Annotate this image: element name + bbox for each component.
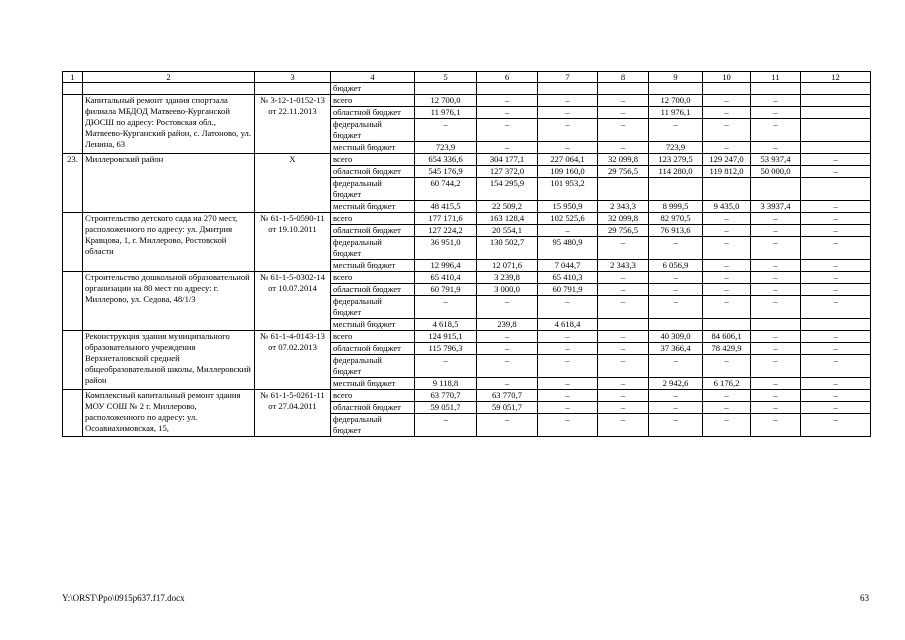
value-cell: – [477, 119, 538, 142]
column-header: 3 [255, 72, 331, 83]
value-cell: – [703, 237, 751, 260]
funding-source: федеральный бюджет [331, 414, 415, 437]
column-header: 6 [477, 72, 538, 83]
value-cell: – [703, 272, 751, 284]
value-cell: – [703, 142, 751, 154]
value-cell: – [751, 272, 801, 284]
table-body [63, 72, 871, 437]
file-path: Y:\ORST\Ppo\0915p637.f17.docx [62, 593, 185, 603]
value-cell: 123 279,5 [649, 154, 703, 166]
value-cell: 2 343,3 [598, 260, 649, 272]
registration: Х [255, 154, 331, 213]
value-cell: 12 700,0 [415, 95, 477, 107]
value-cell: – [538, 331, 598, 343]
value-cell: – [538, 296, 598, 319]
value-cell: – [801, 343, 871, 355]
value-cell: 60 791,9 [538, 284, 598, 296]
value-cell: – [801, 414, 871, 437]
header-row [63, 72, 871, 83]
row-number [63, 213, 83, 272]
funding-source: всего [331, 95, 415, 107]
value-cell: – [598, 142, 649, 154]
value-cell: 50 000,0 [751, 166, 801, 178]
funding-source: всего [331, 272, 415, 284]
value-cell: 227 064,1 [538, 154, 598, 166]
value-cell: – [751, 355, 801, 378]
value-cell [598, 178, 649, 201]
value-cell: 177 171,6 [415, 213, 477, 225]
funding-source: всего [331, 154, 415, 166]
funding-source: местный бюджет [331, 201, 415, 213]
value-cell: – [703, 402, 751, 414]
value-cell: 48 415,5 [415, 201, 477, 213]
table-row [63, 95, 871, 107]
value-cell: 15 950,9 [538, 201, 598, 213]
value-cell: 12 700,0 [649, 95, 703, 107]
value-cell: – [598, 414, 649, 437]
value-cell: 239,8 [477, 319, 538, 331]
value-cell: – [801, 272, 871, 284]
value-cell: 11 976,1 [649, 107, 703, 119]
table-row [63, 272, 871, 284]
value-cell: – [598, 119, 649, 142]
registration: № 61-1-5-0261-11 от 27.04.2011 [255, 390, 331, 437]
value-cell: 63 770,7 [415, 390, 477, 402]
funding-source: бюджет [331, 83, 415, 95]
value-cell: – [415, 119, 477, 142]
value-cell: 76 913,6 [649, 225, 703, 237]
value-cell: 654 336,6 [415, 154, 477, 166]
funding-source: местный бюджет [331, 378, 415, 390]
value-cell: – [598, 355, 649, 378]
row-number [63, 83, 83, 95]
value-cell: – [801, 260, 871, 272]
value-cell: – [598, 107, 649, 119]
value-cell: – [801, 378, 871, 390]
value-cell: – [751, 284, 801, 296]
value-cell: – [751, 95, 801, 107]
value-cell: 60 744,2 [415, 178, 477, 201]
value-cell: 22 509,2 [477, 201, 538, 213]
value-cell: – [598, 237, 649, 260]
value-cell: – [415, 296, 477, 319]
page-number: 63 [860, 593, 869, 603]
value-cell: 114 280,0 [649, 166, 703, 178]
table-row [63, 213, 871, 225]
value-cell: 29 756,5 [598, 166, 649, 178]
value-cell: – [477, 343, 538, 355]
value-cell [598, 319, 649, 331]
object-name: Реконструкция здания муниципального образовательного учреждения Верхнеталовской средней общеобразовательной школы, Миллеровский район [83, 331, 255, 390]
value-cell: – [751, 402, 801, 414]
registration: № 3-12-1-0152-13 от 22.11.2013 [255, 95, 331, 154]
value-cell: 723,9 [649, 142, 703, 154]
funding-source: федеральный бюджет [331, 178, 415, 201]
value-cell: 20 554,1 [477, 225, 538, 237]
value-cell: 115 796,3 [415, 343, 477, 355]
budget-table [62, 71, 871, 437]
value-cell: – [477, 355, 538, 378]
value-cell [801, 107, 871, 119]
value-cell: – [801, 284, 871, 296]
value-cell: 36 951,0 [415, 237, 477, 260]
value-cell: – [801, 390, 871, 402]
row-number: 23. [63, 154, 83, 213]
value-cell: – [703, 284, 751, 296]
value-cell: – [538, 414, 598, 437]
value-cell: – [598, 402, 649, 414]
value-cell: 2 343,3 [598, 201, 649, 213]
value-cell: – [801, 201, 871, 213]
value-cell: – [703, 119, 751, 142]
funding-source: областной бюджет [331, 343, 415, 355]
value-cell: – [538, 95, 598, 107]
value-cell: 124 915,1 [415, 331, 477, 343]
object-name: Комплексный капитальный ремонт здания МОУ СОШ № 2 г. Миллерово, расположенного по адресу: ул. Осоавиахимовская, 15, [83, 390, 255, 437]
value-cell: – [649, 272, 703, 284]
funding-source: всего [331, 390, 415, 402]
value-cell: – [598, 378, 649, 390]
registration [255, 83, 331, 95]
value-cell: 53 937,4 [751, 154, 801, 166]
value-cell: 102 525,6 [538, 213, 598, 225]
value-cell: 65 410,3 [538, 272, 598, 284]
value-cell: 12 996,4 [415, 260, 477, 272]
value-cell: 9 435,0 [703, 201, 751, 213]
value-cell: – [538, 225, 598, 237]
value-cell: 2 942,6 [649, 378, 703, 390]
column-header: 9 [649, 72, 703, 83]
value-cell [703, 178, 751, 201]
value-cell: – [415, 414, 477, 437]
row-number [63, 331, 83, 390]
value-cell: 59 051,7 [477, 402, 538, 414]
value-cell: 8 999,5 [649, 201, 703, 213]
value-cell [751, 83, 801, 95]
value-cell: – [649, 119, 703, 142]
funding-source: местный бюджет [331, 142, 415, 154]
funding-source: местный бюджет [331, 319, 415, 331]
value-cell: – [538, 355, 598, 378]
value-cell: – [649, 237, 703, 260]
column-header: 1 [63, 72, 83, 83]
object-name: Строительство детского сада на 270 мест, расположенного по адресу: ул. Дмитрия Кравцова, 1, г. Миллерово, Ростовской области [83, 213, 255, 272]
table-row [63, 154, 871, 166]
value-cell: – [538, 378, 598, 390]
value-cell: – [649, 284, 703, 296]
value-cell: – [598, 95, 649, 107]
object-name: Капитальный ремонт здания спортзала филиала МБДОД Матвеево-Курганской ДЮСШ по адресу: Ростовская обл., Матвеево-Курганский район, с. Латоново, ул. Ленина, 63 [83, 95, 255, 154]
value-cell: 6 056,9 [649, 260, 703, 272]
value-cell: – [801, 296, 871, 319]
value-cell: 63 770,7 [477, 390, 538, 402]
value-cell: – [477, 107, 538, 119]
value-cell: – [649, 296, 703, 319]
value-cell: 32 099,8 [598, 154, 649, 166]
value-cell: – [538, 343, 598, 355]
value-cell: – [703, 213, 751, 225]
funding-source: местный бюджет [331, 260, 415, 272]
funding-source: федеральный бюджет [331, 237, 415, 260]
funding-source: всего [331, 331, 415, 343]
value-cell: – [598, 343, 649, 355]
funding-source: федеральный бюджет [331, 296, 415, 319]
value-cell: – [477, 142, 538, 154]
value-cell: – [751, 296, 801, 319]
value-cell: – [415, 355, 477, 378]
value-cell: 154 295,9 [477, 178, 538, 201]
value-cell: – [598, 272, 649, 284]
registration: № 61-1-5-0590-11 от 19.10.2011 [255, 213, 331, 272]
value-cell: 4 618,5 [415, 319, 477, 331]
value-cell: 4 618,4 [538, 319, 598, 331]
value-cell: 84 606,1 [703, 331, 751, 343]
value-cell: 6 176,2 [703, 378, 751, 390]
funding-source: федеральный бюджет [331, 119, 415, 142]
value-cell: 119 812,0 [703, 166, 751, 178]
value-cell: 723,9 [415, 142, 477, 154]
value-cell: 78 429,9 [703, 343, 751, 355]
table-row [63, 83, 871, 95]
value-cell: – [598, 331, 649, 343]
value-cell: – [801, 237, 871, 260]
value-cell [598, 83, 649, 95]
registration: № 61-1-4-0143-13 от 07.02.2013 [255, 331, 331, 390]
value-cell: – [751, 225, 801, 237]
value-cell: 545 176,9 [415, 166, 477, 178]
row-number [63, 272, 83, 331]
value-cell: 7 044,7 [538, 260, 598, 272]
object-name [83, 83, 255, 95]
column-header: 2 [83, 72, 255, 83]
value-cell: 109 160,0 [538, 166, 598, 178]
value-cell [801, 119, 871, 142]
value-cell: – [751, 343, 801, 355]
value-cell: – [703, 296, 751, 319]
column-header: 4 [331, 72, 415, 83]
value-cell: – [751, 142, 801, 154]
object-name: Миллеровский район [83, 154, 255, 213]
value-cell: – [649, 390, 703, 402]
value-cell: – [598, 296, 649, 319]
value-cell: 11 976,1 [415, 107, 477, 119]
value-cell: 37 366,4 [649, 343, 703, 355]
value-cell: – [598, 284, 649, 296]
value-cell: – [801, 154, 871, 166]
value-cell: – [703, 225, 751, 237]
value-cell [703, 319, 751, 331]
value-cell: 65 410,4 [415, 272, 477, 284]
value-cell [649, 319, 703, 331]
funding-source: областной бюджет [331, 225, 415, 237]
value-cell: – [703, 414, 751, 437]
funding-source: областной бюджет [331, 107, 415, 119]
funding-source: всего [331, 213, 415, 225]
value-cell [415, 83, 477, 95]
value-cell: – [477, 378, 538, 390]
funding-source: областной бюджет [331, 166, 415, 178]
value-cell: – [751, 414, 801, 437]
object-name: Строительство дошкольной образовательной организации на 80 мест по адресу: г. Миллерово, ул. Седова, 48/1/3 [83, 272, 255, 331]
value-cell: 12 071,6 [477, 260, 538, 272]
value-cell: – [477, 95, 538, 107]
value-cell: 127 372,0 [477, 166, 538, 178]
value-cell [801, 178, 871, 201]
value-cell: – [751, 213, 801, 225]
value-cell: – [649, 414, 703, 437]
value-cell: – [751, 378, 801, 390]
value-cell [801, 142, 871, 154]
funding-source: областной бюджет [331, 402, 415, 414]
value-cell: 40 309,0 [649, 331, 703, 343]
value-cell: 95 480,9 [538, 237, 598, 260]
value-cell: – [477, 296, 538, 319]
column-header: 10 [703, 72, 751, 83]
value-cell: 163 128,4 [477, 213, 538, 225]
value-cell [649, 178, 703, 201]
value-cell: – [538, 107, 598, 119]
value-cell [801, 95, 871, 107]
value-cell: 60 791,9 [415, 284, 477, 296]
value-cell: 127 224,2 [415, 225, 477, 237]
value-cell: 9 118,8 [415, 378, 477, 390]
value-cell: – [801, 213, 871, 225]
value-cell: – [801, 331, 871, 343]
value-cell: 59 051,7 [415, 402, 477, 414]
value-cell: – [801, 355, 871, 378]
value-cell [477, 83, 538, 95]
column-header: 5 [415, 72, 477, 83]
value-cell: – [751, 331, 801, 343]
registration: № 61-1-5-0302-14 от 10.07.2014 [255, 272, 331, 331]
value-cell: 32 099,8 [598, 213, 649, 225]
value-cell: – [649, 402, 703, 414]
value-cell: 129 247,0 [703, 154, 751, 166]
funding-source: областной бюджет [331, 284, 415, 296]
value-cell: – [538, 390, 598, 402]
table-row [63, 331, 871, 343]
row-number [63, 95, 83, 154]
value-cell: – [538, 402, 598, 414]
value-cell: – [477, 331, 538, 343]
value-cell: – [703, 355, 751, 378]
value-cell [801, 83, 871, 95]
value-cell: – [751, 260, 801, 272]
value-cell: – [649, 355, 703, 378]
value-cell: 101 953,2 [538, 178, 598, 201]
value-cell [751, 319, 801, 331]
value-cell: 304 177,1 [477, 154, 538, 166]
value-cell [801, 319, 871, 331]
value-cell: 3 239,8 [477, 272, 538, 284]
value-cell: – [598, 390, 649, 402]
column-header: 12 [801, 72, 871, 83]
value-cell: – [538, 119, 598, 142]
value-cell: 130 502,7 [477, 237, 538, 260]
table-row [63, 390, 871, 402]
funding-source: федеральный бюджет [331, 355, 415, 378]
value-cell [703, 83, 751, 95]
value-cell: 82 970,5 [649, 213, 703, 225]
value-cell [649, 83, 703, 95]
value-cell: – [703, 390, 751, 402]
value-cell [538, 83, 598, 95]
value-cell: – [801, 166, 871, 178]
value-cell [751, 178, 801, 201]
value-cell: – [751, 119, 801, 142]
value-cell: – [751, 107, 801, 119]
value-cell: – [703, 260, 751, 272]
value-cell: – [751, 390, 801, 402]
value-cell: 3 000,0 [477, 284, 538, 296]
column-header: 8 [598, 72, 649, 83]
column-header: 7 [538, 72, 598, 83]
value-cell: – [801, 402, 871, 414]
value-cell: – [703, 95, 751, 107]
row-number [63, 390, 83, 437]
value-cell: – [703, 107, 751, 119]
value-cell: – [751, 237, 801, 260]
value-cell: 3 3937,4 [751, 201, 801, 213]
value-cell: – [538, 142, 598, 154]
value-cell: 29 756,5 [598, 225, 649, 237]
value-cell: – [477, 414, 538, 437]
column-header: 11 [751, 72, 801, 83]
value-cell: – [801, 225, 871, 237]
